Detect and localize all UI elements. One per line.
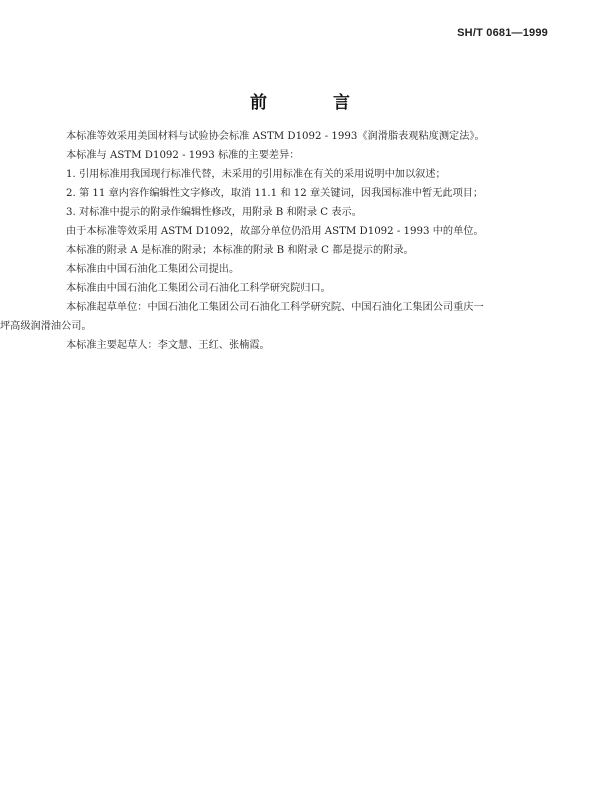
paragraph-adoption: 本标准等效采用美国材料与试验协会标准 ASTM D1092 - 1993《润滑脂表观粘度测定法》。 — [66, 131, 485, 142]
paragraph-proposed-by: 本标准由中国石油化工集团公司提出。 — [66, 264, 240, 275]
paragraph-appendices: 本标准的附录 A 是标准的附录；本标准的附录 B 和附录 C 都是提示的附录。 — [66, 245, 414, 256]
difference-item-1: 1. 引用标准用我国现行标准代替，未采用的引用标准在有关的采用说明中加以叙述； — [66, 169, 446, 180]
difference-item-3: 3. 对标准中提示的附录作编辑性修改，用附录 B 和附录 C 表示。 — [66, 207, 362, 218]
foreword-body — [0, 127, 574, 355]
paragraph-drafters: 本标准主要起草人：李文慧、王红、张楠霞。 — [66, 340, 270, 351]
paragraph-drafting-unit-line1: 本标准起草单位：中国石油化工集团公司石油化工科学研究院、中国石油化工集团公司重庆一 — [66, 302, 484, 313]
paragraph-drafting-unit-line2: 坪高级润滑油公司。 — [0, 321, 92, 332]
paragraph-centralized-by: 本标准由中国石油化工集团公司石油化工科学研究院归口。 — [66, 283, 331, 294]
paragraph-units: 由于本标准等效采用 ASTM D1092，故部分单位仍沿用 ASTM D1092 - 1993 中的单位。 — [66, 226, 484, 237]
difference-item-2: 2. 第 11 章内容作编辑性文字修改，取消 11.1 和 12 章关键词，因我国标准中暂无此项目； — [66, 188, 484, 199]
standard-code: SH/T 0681—1999 — [457, 27, 548, 39]
paragraph-differences-intro: 本标准与 ASTM D1092 - 1993 标准的主要差异： — [66, 150, 300, 161]
foreword-heading: 前 言 — [250, 93, 380, 113]
